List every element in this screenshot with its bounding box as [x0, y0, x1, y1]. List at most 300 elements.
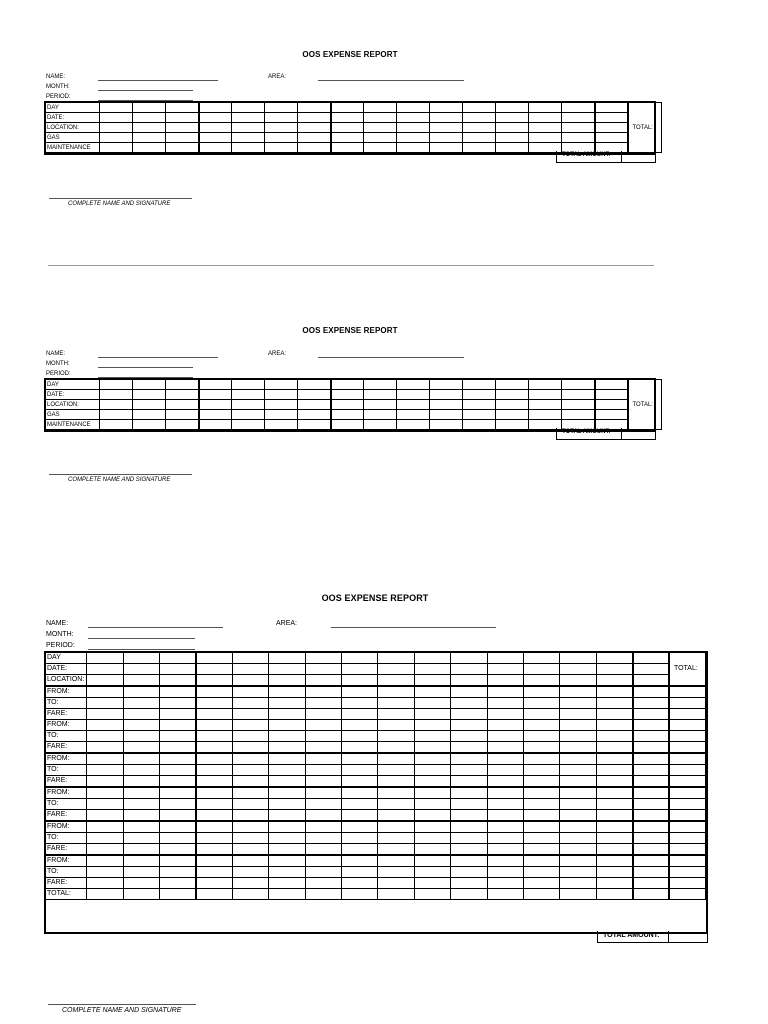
entry-cell[interactable] [560, 731, 596, 742]
entry-cell[interactable] [87, 753, 123, 765]
entry-cell[interactable] [87, 867, 123, 878]
entry-cell[interactable] [562, 133, 595, 143]
signature-line[interactable] [49, 474, 192, 475]
entry-cell[interactable] [633, 731, 669, 742]
entry-cell[interactable] [487, 709, 523, 720]
entry-cell[interactable] [633, 821, 669, 833]
entry-cell[interactable] [496, 123, 529, 133]
entry-cell[interactable] [378, 776, 414, 788]
entry-cell[interactable] [414, 776, 450, 788]
entry-cell[interactable] [378, 810, 414, 822]
entry-cell[interactable] [269, 664, 305, 675]
entry-cell[interactable] [298, 380, 331, 390]
entry-cell[interactable] [123, 878, 159, 889]
entry-cell[interactable] [596, 664, 632, 675]
entry-cell[interactable] [414, 653, 450, 664]
entry-cell[interactable] [232, 133, 265, 143]
entry-cell[interactable] [414, 821, 450, 833]
entry-cell[interactable] [342, 867, 378, 878]
entry-cell[interactable] [451, 664, 487, 675]
entry-cell[interactable] [87, 833, 123, 844]
entry-cell[interactable] [331, 143, 364, 153]
entry-cell[interactable] [305, 664, 341, 675]
month-field[interactable] [88, 638, 195, 639]
entry-cell[interactable] [160, 833, 196, 844]
entry-cell[interactable] [196, 855, 232, 867]
entry-cell[interactable] [87, 878, 123, 889]
entry-cell[interactable] [269, 731, 305, 742]
entry-cell[interactable] [595, 133, 628, 143]
entry-cell[interactable] [123, 709, 159, 720]
entry-cell[interactable] [560, 664, 596, 675]
entry-cell[interactable] [331, 380, 364, 390]
entry-cell[interactable] [232, 113, 265, 123]
entry-cell[interactable] [487, 698, 523, 709]
entry-cell[interactable] [596, 889, 632, 900]
entry-cell[interactable] [196, 731, 232, 742]
entry-cell[interactable] [378, 709, 414, 720]
entry-cell[interactable] [463, 143, 496, 153]
entry-cell[interactable] [199, 380, 232, 390]
entry-cell[interactable] [451, 698, 487, 709]
entry-cell[interactable] [451, 844, 487, 856]
entry-cell[interactable] [463, 400, 496, 410]
entry-cell[interactable] [196, 833, 232, 844]
entry-cell[interactable] [100, 113, 133, 123]
total-entry-cell[interactable] [669, 810, 706, 822]
entry-cell[interactable] [378, 720, 414, 731]
entry-cell[interactable] [414, 698, 450, 709]
entry-cell[interactable] [451, 833, 487, 844]
period-field[interactable] [88, 649, 195, 650]
entry-cell[interactable] [269, 653, 305, 664]
entry-cell[interactable] [232, 878, 268, 889]
entry-cell[interactable] [342, 765, 378, 776]
entry-cell[interactable] [123, 698, 159, 709]
entry-cell[interactable] [595, 103, 628, 113]
signature-line[interactable] [48, 1004, 196, 1005]
entry-cell[interactable] [100, 420, 133, 430]
entry-cell[interactable] [463, 380, 496, 390]
entry-cell[interactable] [331, 400, 364, 410]
entry-cell[interactable] [342, 675, 378, 687]
entry-cell[interactable] [523, 720, 559, 731]
entry-cell[interactable] [487, 675, 523, 687]
entry-cell[interactable] [269, 765, 305, 776]
entry-cell[interactable] [487, 799, 523, 810]
entry-cell[interactable] [342, 720, 378, 731]
entry-cell[interactable] [87, 844, 123, 856]
entry-cell[interactable] [160, 765, 196, 776]
entry-cell[interactable] [487, 765, 523, 776]
entry-cell[interactable] [100, 400, 133, 410]
entry-cell[interactable] [342, 821, 378, 833]
entry-cell[interactable] [378, 753, 414, 765]
entry-cell[interactable] [265, 420, 298, 430]
entry-cell[interactable] [232, 742, 268, 754]
entry-cell[interactable] [196, 799, 232, 810]
entry-cell[interactable] [633, 889, 669, 900]
entry-cell[interactable] [265, 400, 298, 410]
entry-cell[interactable] [451, 776, 487, 788]
entry-cell[interactable] [596, 810, 632, 822]
entry-cell[interactable] [633, 844, 669, 856]
entry-cell[interactable] [232, 821, 268, 833]
entry-cell[interactable] [331, 390, 364, 400]
entry-cell[interactable] [364, 390, 397, 400]
entry-cell[interactable] [397, 390, 430, 400]
entry-cell[interactable] [487, 742, 523, 754]
entry-cell[interactable] [451, 686, 487, 698]
entry-cell[interactable] [430, 400, 463, 410]
entry-cell[interactable] [269, 686, 305, 698]
entry-cell[interactable] [265, 123, 298, 133]
entry-cell[interactable] [523, 675, 559, 687]
entry-cell[interactable] [123, 821, 159, 833]
entry-cell[interactable] [166, 103, 199, 113]
entry-cell[interactable] [378, 867, 414, 878]
entry-cell[interactable] [196, 889, 232, 900]
entry-cell[interactable] [451, 753, 487, 765]
entry-cell[interactable] [265, 133, 298, 143]
entry-cell[interactable] [160, 686, 196, 698]
entry-cell[interactable] [269, 867, 305, 878]
entry-cell[interactable] [378, 844, 414, 856]
entry-cell[interactable] [560, 821, 596, 833]
entry-cell[interactable] [397, 113, 430, 123]
entry-cell[interactable] [305, 867, 341, 878]
entry-cell[interactable] [633, 675, 669, 687]
entry-cell[interactable] [199, 113, 232, 123]
entry-cell[interactable] [596, 686, 632, 698]
entry-cell[interactable] [269, 709, 305, 720]
entry-cell[interactable] [196, 664, 232, 675]
entry-cell[interactable] [298, 133, 331, 143]
entry-cell[interactable] [123, 844, 159, 856]
entry-cell[interactable] [100, 410, 133, 420]
entry-cell[interactable] [160, 799, 196, 810]
period-field[interactable] [98, 100, 193, 101]
entry-cell[interactable] [633, 742, 669, 754]
entry-cell[interactable] [123, 753, 159, 765]
entry-cell[interactable] [342, 686, 378, 698]
entry-cell[interactable] [87, 799, 123, 810]
total-entry-cell[interactable] [669, 889, 706, 900]
entry-cell[interactable] [487, 844, 523, 856]
entry-cell[interactable] [305, 855, 341, 867]
entry-cell[interactable] [487, 720, 523, 731]
entry-cell[interactable] [269, 833, 305, 844]
entry-cell[interactable] [166, 390, 199, 400]
entry-cell[interactable] [123, 720, 159, 731]
entry-cell[interactable] [331, 420, 364, 430]
entry-cell[interactable] [496, 380, 529, 390]
entry-cell[interactable] [560, 776, 596, 788]
entry-cell[interactable] [196, 675, 232, 687]
entry-cell[interactable] [232, 889, 268, 900]
entry-cell[interactable] [397, 400, 430, 410]
entry-cell[interactable] [87, 731, 123, 742]
entry-cell[interactable] [596, 709, 632, 720]
entry-cell[interactable] [430, 123, 463, 133]
entry-cell[interactable] [305, 709, 341, 720]
entry-cell[interactable] [133, 380, 166, 390]
entry-cell[interactable] [123, 731, 159, 742]
entry-cell[interactable] [298, 103, 331, 113]
entry-cell[interactable] [265, 113, 298, 123]
entry-cell[interactable] [133, 143, 166, 153]
entry-cell[interactable] [633, 787, 669, 799]
entry-cell[interactable] [596, 698, 632, 709]
entry-cell[interactable] [397, 143, 430, 153]
entry-cell[interactable] [305, 889, 341, 900]
entry-cell[interactable] [596, 675, 632, 687]
entry-cell[interactable] [160, 698, 196, 709]
total-entry-cell[interactable] [669, 765, 706, 776]
entry-cell[interactable] [633, 709, 669, 720]
entry-cell[interactable] [364, 103, 397, 113]
entry-cell[interactable] [331, 410, 364, 420]
entry-cell[interactable] [160, 742, 196, 754]
entry-cell[interactable] [123, 810, 159, 822]
entry-cell[interactable] [160, 675, 196, 687]
entry-cell[interactable] [529, 410, 562, 420]
entry-cell[interactable] [87, 653, 123, 664]
entry-cell[interactable] [633, 878, 669, 889]
entry-cell[interactable] [342, 799, 378, 810]
entry-cell[interactable] [269, 799, 305, 810]
entry-cell[interactable] [487, 821, 523, 833]
entry-cell[interactable] [487, 833, 523, 844]
entry-cell[interactable] [298, 400, 331, 410]
entry-cell[interactable] [596, 776, 632, 788]
entry-cell[interactable] [196, 742, 232, 754]
entry-cell[interactable] [133, 390, 166, 400]
entry-cell[interactable] [529, 400, 562, 410]
entry-cell[interactable] [430, 410, 463, 420]
entry-cell[interactable] [364, 410, 397, 420]
entry-cell[interactable] [451, 799, 487, 810]
entry-cell[interactable] [414, 664, 450, 675]
entry-cell[interactable] [487, 776, 523, 788]
entry-cell[interactable] [451, 878, 487, 889]
entry-cell[interactable] [305, 821, 341, 833]
entry-cell[interactable] [595, 400, 628, 410]
entry-cell[interactable] [430, 103, 463, 113]
entry-cell[interactable] [560, 742, 596, 754]
entry-cell[interactable] [414, 731, 450, 742]
entry-cell[interactable] [160, 731, 196, 742]
entry-cell[interactable] [378, 821, 414, 833]
entry-cell[interactable] [166, 113, 199, 123]
area-field[interactable] [318, 357, 464, 358]
entry-cell[interactable] [364, 133, 397, 143]
entry-cell[interactable] [87, 810, 123, 822]
entry-cell[interactable] [196, 653, 232, 664]
entry-cell[interactable] [269, 889, 305, 900]
entry-cell[interactable] [596, 799, 632, 810]
entry-cell[interactable] [160, 753, 196, 765]
entry-cell[interactable] [596, 765, 632, 776]
entry-cell[interactable] [463, 113, 496, 123]
entry-cell[interactable] [269, 844, 305, 856]
entry-cell[interactable] [529, 390, 562, 400]
entry-cell[interactable] [487, 653, 523, 664]
entry-cell[interactable] [378, 742, 414, 754]
entry-cell[interactable] [123, 664, 159, 675]
entry-cell[interactable] [269, 720, 305, 731]
entry-cell[interactable] [596, 787, 632, 799]
entry-cell[interactable] [596, 720, 632, 731]
entry-cell[interactable] [451, 742, 487, 754]
entry-cell[interactable] [397, 380, 430, 390]
entry-cell[interactable] [232, 810, 268, 822]
entry-cell[interactable] [595, 380, 628, 390]
entry-cell[interactable] [523, 867, 559, 878]
entry-cell[interactable] [633, 753, 669, 765]
entry-cell[interactable] [496, 410, 529, 420]
entry-cell[interactable] [160, 720, 196, 731]
entry-cell[interactable] [269, 787, 305, 799]
entry-cell[interactable] [342, 844, 378, 856]
entry-cell[interactable] [133, 123, 166, 133]
entry-cell[interactable] [123, 742, 159, 754]
entry-cell[interactable] [342, 731, 378, 742]
entry-cell[interactable] [133, 113, 166, 123]
entry-cell[interactable] [596, 833, 632, 844]
entry-cell[interactable] [487, 889, 523, 900]
entry-cell[interactable] [523, 742, 559, 754]
entry-cell[interactable] [133, 103, 166, 113]
entry-cell[interactable] [560, 810, 596, 822]
total-entry-cell[interactable] [669, 799, 706, 810]
entry-cell[interactable] [269, 855, 305, 867]
entry-cell[interactable] [305, 776, 341, 788]
entry-cell[interactable] [305, 753, 341, 765]
entry-cell[interactable] [378, 787, 414, 799]
entry-cell[interactable] [123, 855, 159, 867]
entry-cell[interactable] [342, 787, 378, 799]
entry-cell[interactable] [414, 765, 450, 776]
entry-cell[interactable] [487, 731, 523, 742]
entry-cell[interactable] [496, 420, 529, 430]
entry-cell[interactable] [305, 686, 341, 698]
entry-cell[interactable] [487, 810, 523, 822]
entry-cell[interactable] [342, 742, 378, 754]
entry-cell[interactable] [560, 799, 596, 810]
entry-cell[interactable] [523, 799, 559, 810]
entry-cell[interactable] [397, 123, 430, 133]
entry-cell[interactable] [232, 410, 265, 420]
entry-cell[interactable] [232, 380, 265, 390]
entry-cell[interactable] [269, 742, 305, 754]
entry-cell[interactable] [364, 380, 397, 390]
entry-cell[interactable] [633, 698, 669, 709]
entry-cell[interactable] [87, 855, 123, 867]
entry-cell[interactable] [523, 765, 559, 776]
total-entry-cell[interactable] [669, 776, 706, 788]
entry-cell[interactable] [560, 653, 596, 664]
entry-cell[interactable] [232, 844, 268, 856]
total-entry-cell[interactable] [669, 731, 706, 742]
entry-cell[interactable] [160, 889, 196, 900]
entry-cell[interactable] [560, 878, 596, 889]
entry-cell[interactable] [123, 833, 159, 844]
entry-cell[interactable] [123, 776, 159, 788]
entry-cell[interactable] [378, 698, 414, 709]
entry-cell[interactable] [414, 686, 450, 698]
entry-cell[interactable] [430, 380, 463, 390]
entry-cell[interactable] [87, 889, 123, 900]
entry-cell[interactable] [451, 821, 487, 833]
entry-cell[interactable] [596, 742, 632, 754]
entry-cell[interactable] [414, 742, 450, 754]
entry-cell[interactable] [305, 799, 341, 810]
entry-cell[interactable] [451, 889, 487, 900]
entry-cell[interactable] [414, 675, 450, 687]
entry-cell[interactable] [87, 787, 123, 799]
entry-cell[interactable] [430, 420, 463, 430]
entry-cell[interactable] [397, 103, 430, 113]
entry-cell[interactable] [523, 731, 559, 742]
entry-cell[interactable] [305, 653, 341, 664]
entry-cell[interactable] [451, 653, 487, 664]
entry-cell[interactable] [414, 833, 450, 844]
entry-cell[interactable] [496, 103, 529, 113]
entry-cell[interactable] [269, 776, 305, 788]
entry-cell[interactable] [487, 878, 523, 889]
entry-cell[interactable] [342, 878, 378, 889]
entry-cell[interactable] [378, 878, 414, 889]
entry-cell[interactable] [364, 123, 397, 133]
entry-cell[interactable] [232, 653, 268, 664]
entry-cell[interactable] [196, 720, 232, 731]
total-entry-cell[interactable] [669, 686, 706, 698]
entry-cell[interactable] [199, 133, 232, 143]
entry-cell[interactable] [160, 844, 196, 856]
entry-cell[interactable] [487, 787, 523, 799]
entry-cell[interactable] [305, 675, 341, 687]
month-field[interactable] [98, 367, 193, 368]
entry-cell[interactable] [87, 776, 123, 788]
entry-cell[interactable] [596, 844, 632, 856]
entry-cell[interactable] [232, 400, 265, 410]
entry-cell[interactable] [160, 821, 196, 833]
entry-cell[interactable] [265, 390, 298, 400]
entry-cell[interactable] [269, 675, 305, 687]
entry-cell[interactable] [596, 753, 632, 765]
total-entry-cell[interactable] [669, 787, 706, 799]
entry-cell[interactable] [496, 390, 529, 400]
entry-cell[interactable] [100, 123, 133, 133]
entry-cell[interactable] [633, 799, 669, 810]
entry-cell[interactable] [196, 787, 232, 799]
entry-cell[interactable] [595, 410, 628, 420]
entry-cell[interactable] [87, 675, 123, 687]
entry-cell[interactable] [562, 380, 595, 390]
entry-cell[interactable] [463, 390, 496, 400]
entry-cell[interactable] [166, 123, 199, 133]
entry-cell[interactable] [305, 720, 341, 731]
entry-cell[interactable] [414, 878, 450, 889]
entry-cell[interactable] [529, 123, 562, 133]
entry-cell[interactable] [232, 867, 268, 878]
entry-cell[interactable] [633, 867, 669, 878]
entry-cell[interactable] [596, 821, 632, 833]
entry-cell[interactable] [196, 709, 232, 720]
entry-cell[interactable] [633, 833, 669, 844]
entry-cell[interactable] [529, 380, 562, 390]
